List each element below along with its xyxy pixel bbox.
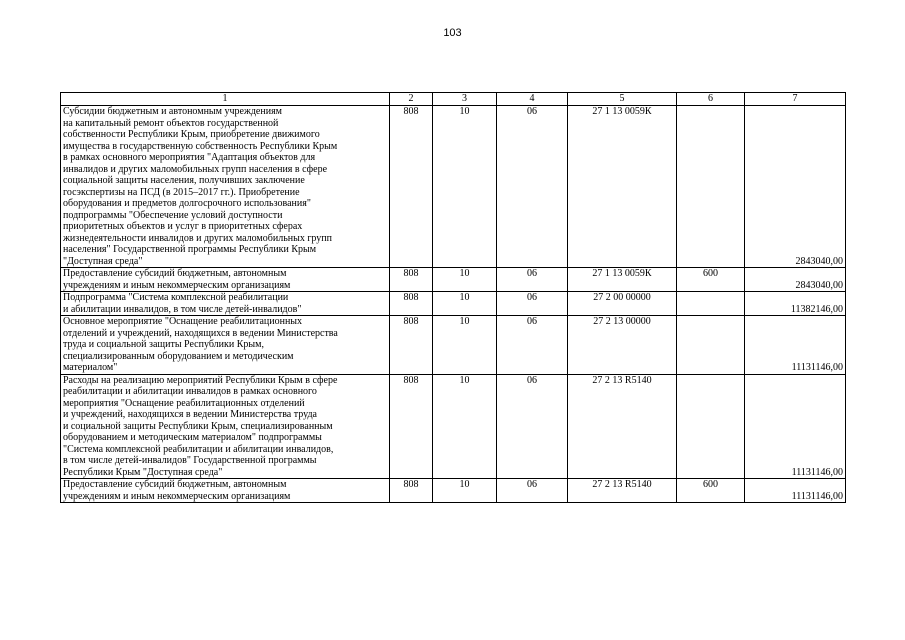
row-amount: 11382146,00 bbox=[745, 292, 846, 316]
row-col-2: 808 bbox=[390, 374, 433, 479]
row-col-6 bbox=[677, 374, 745, 479]
row-col-6 bbox=[677, 316, 745, 375]
col-header-1: 1 bbox=[61, 93, 390, 106]
row-col-4: 06 bbox=[497, 292, 568, 316]
row-amount: 11131146,00 bbox=[745, 316, 846, 375]
row-name: Предоставление субсидий бюджетным, автономным учреждениям и иным некоммерческим организациям bbox=[61, 268, 390, 292]
row-col-4: 06 bbox=[497, 374, 568, 479]
row-col-2: 808 bbox=[390, 479, 433, 503]
row-amount: 2843040,00 bbox=[745, 268, 846, 292]
row-col-2: 808 bbox=[390, 106, 433, 268]
row-col-5: 27 1 13 0059К bbox=[568, 268, 677, 292]
row-amount: 2843040,00 bbox=[745, 106, 846, 268]
col-header-3: 3 bbox=[433, 93, 497, 106]
row-name: Основное мероприятие "Оснащение реабилитационных отделений и учреждений, находящихся в ведении Министерства труда и социальной защиты Республики Крым, специализированным оборудованием и методическим материалом" bbox=[61, 316, 390, 375]
row-name: Расходы на реализацию мероприятий Республики Крым в сфере реабилитации и абилитации инвалидов в рамках основного мероприятия "Оснащение реабилитационных отделений и учреждений, находящихся в ведении Министерства труда и социальной защиты Республики Крым, специализированным оборудованием и методическим материалом" подпрограммы "Система комплексной реабилитации и абилитации инвалидов, в том числе детей-инвалидов" Государственной программы Республики Крым "Доступная среда" bbox=[61, 374, 390, 479]
col-header-7: 7 bbox=[745, 93, 846, 106]
row-name: Подпрограмма "Система комплексной реабилитации и абилитации инвалидов, в том числе детей-инвалидов" bbox=[61, 292, 390, 316]
col-header-4: 4 bbox=[497, 93, 568, 106]
col-header-6: 6 bbox=[677, 93, 745, 106]
row-name: Предоставление субсидий бюджетным, автономным учреждениям и иным некоммерческим организациям bbox=[61, 479, 390, 503]
table-row bbox=[61, 374, 846, 479]
row-col-5: 27 1 13 0059К bbox=[568, 106, 677, 268]
row-name: Субсидии бюджетным и автономным учреждениям на капитальный ремонт объектов государственной собственности Республики Крым, приобретение движимого имущества в государственную собственность Республики Крым в рамках основного мероприятия "Адаптация объектов для инвалидов и других маломобильных групп населения в сфере социальной защиты населения, получивших заключение госэкспертизы на ПСД (в 2015–2017 гг.). Приобретение оборудования и предметов долгосрочного использования" подпрограммы "Обеспечение условий доступности приоритетных объектов и услуг в приоритетных сферах жизнедеятельности инвалидов и других маломобильных групп населения" Государственной программы Республики Крым "Доступная среда" bbox=[61, 106, 390, 268]
row-col-3: 10 bbox=[433, 479, 497, 503]
row-col-4: 06 bbox=[497, 106, 568, 268]
table-row bbox=[61, 106, 846, 268]
row-col-6: 600 bbox=[677, 479, 745, 503]
table-row bbox=[61, 268, 846, 292]
row-col-6 bbox=[677, 106, 745, 268]
row-amount: 11131146,00 bbox=[745, 374, 846, 479]
row-col-2: 808 bbox=[390, 316, 433, 375]
row-col-6: 600 bbox=[677, 268, 745, 292]
row-col-5: 27 2 13 R5140 bbox=[568, 374, 677, 479]
row-col-3: 10 bbox=[433, 292, 497, 316]
table-row bbox=[61, 479, 846, 503]
row-col-2: 808 bbox=[390, 268, 433, 292]
row-col-3: 10 bbox=[433, 374, 497, 479]
row-col-5: 27 2 13 00000 bbox=[568, 316, 677, 375]
row-col-2: 808 bbox=[390, 292, 433, 316]
page-number: 103 bbox=[443, 27, 462, 39]
row-col-4: 06 bbox=[497, 479, 568, 503]
row-amount: 11131146,00 bbox=[745, 479, 846, 503]
col-header-5: 5 bbox=[568, 93, 677, 106]
row-col-4: 06 bbox=[497, 268, 568, 292]
row-col-5: 27 2 13 R5140 bbox=[568, 479, 677, 503]
row-col-3: 10 bbox=[433, 316, 497, 375]
budget-table bbox=[60, 92, 846, 503]
row-col-3: 10 bbox=[433, 268, 497, 292]
row-col-3: 10 bbox=[433, 106, 497, 268]
table-row bbox=[61, 292, 846, 316]
row-col-5: 27 2 00 00000 bbox=[568, 292, 677, 316]
row-col-6 bbox=[677, 292, 745, 316]
row-col-4: 06 bbox=[497, 316, 568, 375]
header-row bbox=[61, 93, 846, 106]
table-row bbox=[61, 316, 846, 375]
col-header-2: 2 bbox=[390, 93, 433, 106]
